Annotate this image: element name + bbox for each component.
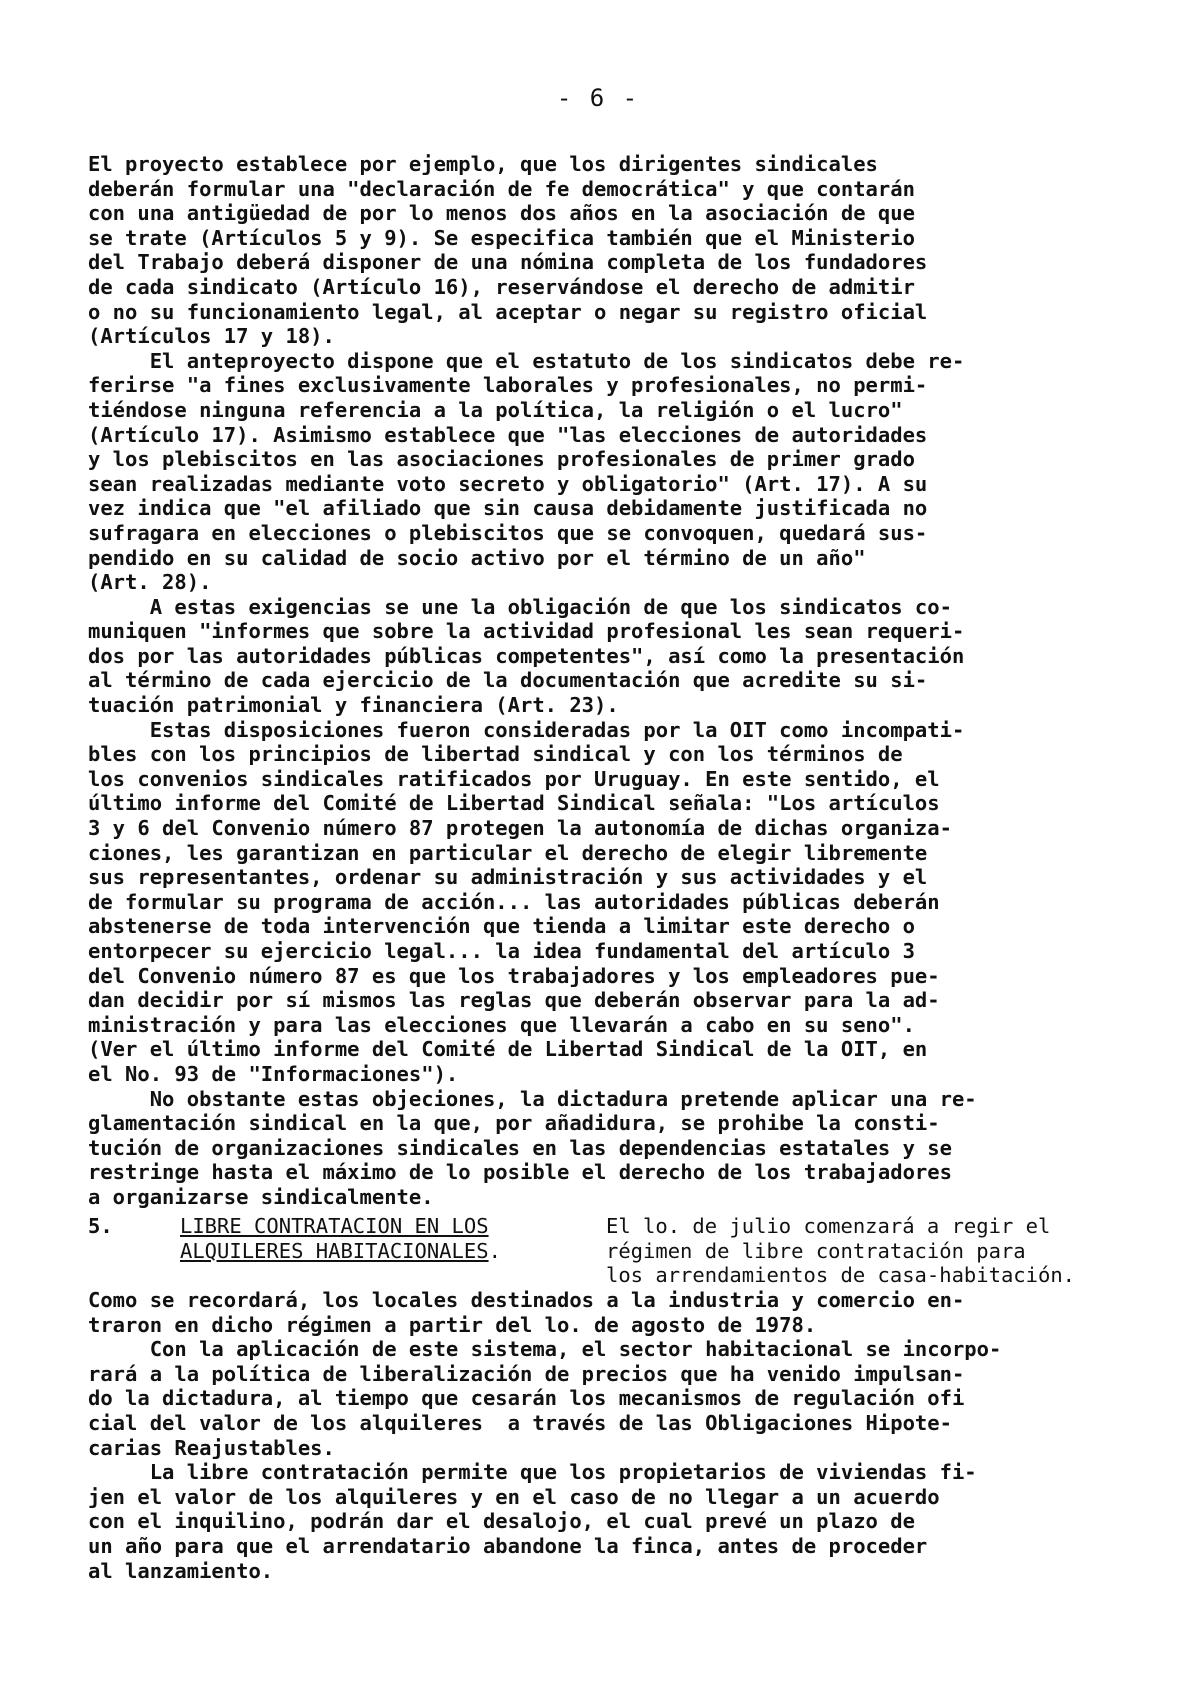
text-line: a organizarse sindicalmente.: [88, 1184, 434, 1209]
text-line: sus representantes, ordenar su administración y sus actividades y el: [88, 865, 928, 890]
text-line: abstenerse de toda intervención que tienda a limitar este derecho o: [88, 914, 915, 939]
text-line: vez indica que "el afiliado que sin causa debidamente justificada no: [88, 496, 928, 521]
text-line: entorpecer su ejercicio legal... la idea fundamental del artículo 3: [88, 939, 915, 963]
text-line: dos por las autoridades públicas competentes", así como la presentación: [88, 643, 965, 668]
section-text-line: al lanzamiento.: [88, 1558, 274, 1583]
text-line: sean realizadas mediante voto secreto y obligatorio" (Art. 17). A su: [88, 471, 928, 496]
section-title-line-1: LIBRE CONTRATACION EN LOS: [180, 1214, 489, 1238]
section-title: [180, 1214, 501, 1263]
text-line: del Trabajo deberá disponer de una nómina completa de los fundadores: [88, 250, 928, 275]
section-text-line: Con la aplicación de este sistema, el sector habitacional se incorpo-: [88, 1337, 1002, 1362]
text-line: tuación patrimonial y financiera (Art. 23).: [88, 693, 619, 718]
text-line: muniquen "informes que sobre la actividad profesional les sean requeri-: [88, 619, 965, 644]
text-line: (Ver el último informe del Comité de Libertad Sindical de la OIT, en: [88, 1037, 928, 1062]
text-line: o no su funcionamiento legal, al aceptar o negar su registro oficial: [88, 299, 928, 324]
text-line: al término de cada ejercicio de la documentación que acredite su si-: [88, 668, 928, 693]
text-line: El anteproyecto dispone que el estatuto de los sindicatos debe re-: [88, 348, 965, 373]
section-text-line: cial del valor de los alquileres a través de las Obligaciones Hipote-: [88, 1410, 952, 1435]
text-line: (Artículo 17). Asimismo establece que "las elecciones de autoridades: [88, 422, 928, 447]
text-line: No obstante estas objeciones, la dictadura pretende aplicar una re-: [88, 1086, 977, 1111]
section-text-line: carias Reajustables.: [88, 1435, 335, 1460]
section-5: [88, 1214, 1168, 1583]
text-line: bles con los principios de libertad sindical y con los términos de: [88, 742, 903, 767]
text-line: glamentación sindical en la que, por añadidura, se prohibe la consti-: [88, 1111, 940, 1136]
page-number: - 6 -: [556, 84, 640, 112]
text-line: ciones, les garantizan en particular el derecho de elegir libremente: [88, 840, 928, 865]
text-line: sufragara en elecciones o plebiscitos que se convoquen, quedará sus-: [88, 520, 928, 545]
section-title-end: .: [488, 1238, 501, 1263]
section-intro-line: régimen de libre contratación para: [606, 1238, 1026, 1263]
text-line: 3 y 6 del Convenio número 87 protegen la autonomía de dichas organiza-: [88, 816, 952, 841]
section-body: [88, 1288, 1168, 1583]
text-line: dan decidir por sí mismos las reglas que deberán observar para la ad-: [88, 988, 940, 1013]
main-paragraphs: [88, 152, 1128, 1210]
text-line: ferirse "a fines exclusivamente laborales y profesionales, no permi-: [88, 373, 928, 398]
section-text-line: traron en dicho régimen a partir del lo. de agosto de 1978.: [88, 1312, 817, 1337]
text-line: último informe del Comité de Libertad Sindical señala: "Los artículos: [88, 791, 940, 816]
section-header: [88, 1214, 1168, 1288]
text-line: tución de organizaciones sindicales en las dependencias estatales y se: [88, 1135, 952, 1160]
section-text-line: Como se recordará, los locales destinados a la industria y comercio en-: [88, 1288, 965, 1312]
text-line: Estas disposiciones fueron consideradas por la OIT como incompati-: [88, 717, 965, 742]
section-title-line-2: ALQUILERES HABITACIONALES.: [180, 1238, 501, 1263]
text-line: de formular su programa de acción... las autoridades públicas deberán: [88, 889, 940, 914]
text-line: con una antigüedad de por lo menos dos años en la asociación de que: [88, 201, 915, 226]
text-line: (Artículos 17 y 18).: [88, 324, 335, 349]
text-line: ministración y para las elecciones que llevarán a cabo en su seno".: [88, 1012, 915, 1037]
text-line: deberán formular una "declaración de fe democrática" y que contarán: [88, 176, 915, 201]
section-intro-line: El lo. de julio comenzará a regir el: [606, 1214, 1051, 1238]
section-text-line: un año para que el arrendatario abandone la finca, antes de proceder: [88, 1533, 928, 1558]
section-text-line: con el inquilino, podrán dar el desalojo, el cual prevé un plazo de: [88, 1509, 915, 1534]
text-line: El proyecto establece por ejemplo, que los dirigentes sindicales: [88, 152, 878, 176]
section-text-line: La libre contratación permite que los propietarios de viviendas fi-: [88, 1460, 977, 1485]
text-line: tiéndose ninguna referencia a la política, la religión o el lucro": [88, 397, 903, 422]
section-intro: [606, 1214, 1075, 1288]
text-line: el No. 93 de "Informaciones").: [88, 1061, 459, 1086]
section-text-line: jen el valor de los alquileres y en el caso de no llegar a un acuerdo: [88, 1484, 940, 1509]
text-line: de cada sindicato (Artículo 16), reservándose el derecho de admitir: [88, 274, 915, 299]
text-line: y los plebiscitos en las asociaciones profesionales de primer grado: [88, 447, 915, 472]
text-line: (Art. 28).: [88, 570, 212, 595]
text-line: se trate (Artículos 5 y 9). Se especifica también que el Ministerio: [88, 225, 915, 250]
text-line: del Convenio número 87 es que los trabajadores y los empleadores pue-: [88, 963, 940, 988]
section-intro-line: los arrendamientos de casa-habitación.: [606, 1263, 1075, 1288]
section-text-line: rará a la política de liberalización de precios que ha venido impulsan-: [88, 1361, 965, 1386]
text-line: restringe hasta el máximo de lo posible el derecho de los trabajadores: [88, 1160, 952, 1185]
text-line: los convenios sindicales ratificados por Uruguay. En este sentido, el: [88, 766, 940, 791]
section-text-line: do la dictadura, al tiempo que cesarán los mecanismos de regulación ofi: [88, 1386, 965, 1411]
text-line: pendido en su calidad de socio activo por el término de un año": [88, 545, 866, 570]
section-number: 5.: [88, 1214, 113, 1238]
text-line: A estas exigencias se une la obligación de que los sindicatos co-: [88, 594, 952, 619]
